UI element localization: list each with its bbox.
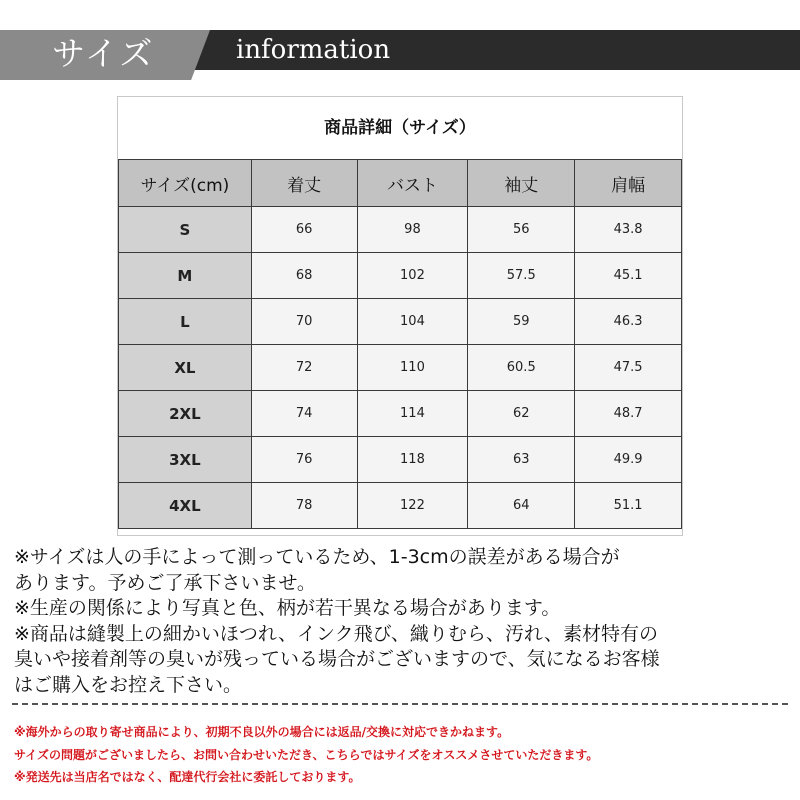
section-banner [0,30,800,80]
header-sleeve: 袖丈 [468,160,575,207]
table-row [119,253,682,299]
sleeve-cell: 63 [468,437,575,483]
bust-cell: 118 [357,437,468,483]
size-table-header-row [119,160,682,207]
shipping-warnings [14,721,794,789]
length-cell: 70 [251,299,357,345]
length-cell: 68 [251,253,357,299]
warning-line: ※海外からの取り寄せ商品により、初期不良以外の場合には返品/交換に対応できかねます。 [14,725,510,739]
bust-cell: 114 [357,391,468,437]
table-row [119,299,682,345]
shoulder-cell: 47.5 [575,345,682,391]
size-cell: L [119,299,252,345]
shoulder-cell: 46.3 [575,299,682,345]
length-cell: 72 [251,345,357,391]
note-line: あります。予めご了承下さいませ。 [14,571,316,594]
header-bust: バスト [357,160,468,207]
size-cell: S [119,207,252,253]
banner-tab-label: サイズ [52,34,155,73]
table-row [119,483,682,529]
size-cell: M [119,253,252,299]
dashed-divider [12,703,788,705]
header-shoulder: 肩幅 [575,160,682,207]
bust-cell: 102 [357,253,468,299]
size-cell: 2XL [119,391,252,437]
shoulder-cell: 48.7 [575,391,682,437]
length-cell: 66 [251,207,357,253]
note-line: 臭いや接着剤等の臭いが残っている場合がございますので、気になるお客様 [14,648,660,671]
banner-title: information [236,35,391,65]
length-cell: 74 [251,391,357,437]
header-size: サイズ(cm) [119,160,252,207]
table-row [119,437,682,483]
shoulder-cell: 45.1 [575,253,682,299]
sleeve-cell: 57.5 [468,253,575,299]
shoulder-cell: 49.9 [575,437,682,483]
warning-line: サイズの問題がございましたら、お問い合わせいただき、こちらではサイズをオススメさせていただきます。 [14,747,599,762]
table-row [119,207,682,253]
note-line: ※商品は縫製上の細かいほつれ、インク飛び、織りむら、汚れ、素材特有の [14,622,659,645]
sleeve-cell: 64 [468,483,575,529]
shoulder-cell: 51.1 [575,483,682,529]
size-table [118,159,682,529]
length-cell: 78 [251,483,357,529]
length-cell: 76 [251,437,357,483]
shoulder-cell: 43.8 [575,207,682,253]
size-table-card [117,96,683,536]
note-line: ※生産の関係により写真と色、柄が若干異なる場合があります。 [14,597,561,620]
bust-cell: 110 [357,345,468,391]
bust-cell: 122 [357,483,468,529]
bust-cell: 104 [357,299,468,345]
sleeve-cell: 60.5 [468,345,575,391]
bust-cell: 98 [357,207,468,253]
sleeve-cell: 59 [468,299,575,345]
note-line: はご購入をお控え下さい。 [14,673,243,696]
measurement-notes [14,545,794,699]
sleeve-cell: 56 [468,207,575,253]
sleeve-cell: 62 [468,391,575,437]
size-cell: XL [119,345,252,391]
warning-line: ※発送先は当店名ではなく、配達代行会社に委託しております。 [14,770,361,784]
size-table-title: 商品詳細（サイズ） [324,118,476,138]
size-cell: 3XL [119,437,252,483]
table-row [119,345,682,391]
note-line: ※サイズは人の手によって測っているため、1-3cmの誤差がある場合が [14,546,620,568]
size-cell: 4XL [119,483,252,529]
table-row [119,391,682,437]
header-length: 着丈 [251,160,357,207]
